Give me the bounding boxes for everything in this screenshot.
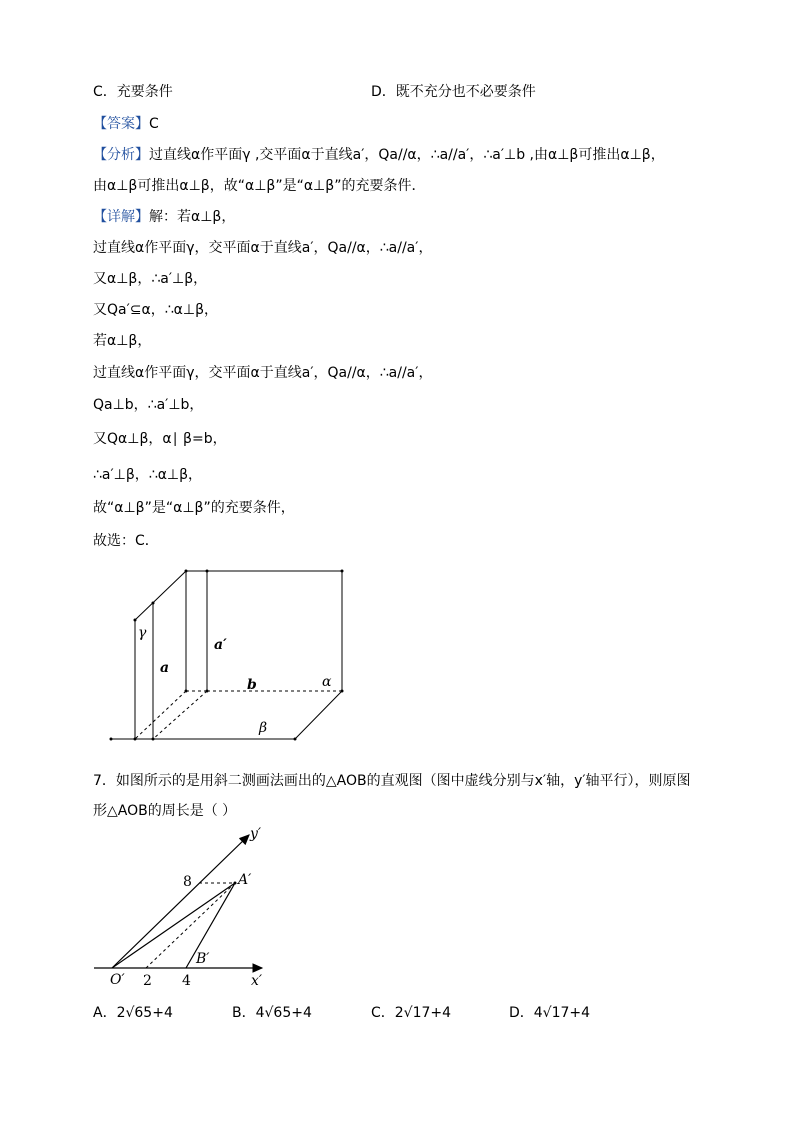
detail-line-4: 若α⊥β， [93,333,152,349]
option-c-prev: C．充要条件 [93,84,173,100]
detail-line-6: Qa⊥b，∴a′⊥b， [93,397,204,413]
question7-line-2: 形△AOB的周长是（ ） [93,803,237,819]
option-d-prev: D．既不充分也不必要条件 [371,84,536,100]
analysis-tag: 【分析】 [93,147,149,163]
detail-line-9: 故“α⊥β”是“α⊥β”的充要条件， [93,500,295,516]
detail-line-1: 过直线α作平面γ，交平面α于直线a′，Qa//α，∴a//a′， [93,240,433,256]
detail-tag: 【详解】 [93,209,149,225]
label-four: 4 [182,973,191,989]
label-b: b [247,677,257,693]
detail-line-10: 故选：C． [93,533,159,549]
answer-value: C [149,116,159,132]
question7-line-1: 7．如图所示的是用斜二测画法画出的△AOB的直观图（图中虚线分别与x′轴，y′轴平行），则原图 [93,773,691,789]
answer-tag: 【答案】 [93,116,149,132]
option-c: C．2√17+4 [371,1005,452,1021]
detail-line-5: 过直线α作平面γ，交平面α于直线a′，Qa//α，∴a//a′， [93,365,433,381]
label-eight: 8 [183,874,192,890]
detail-line-2: 又α⊥β，∴a′⊥β， [93,271,208,287]
detail-line-7: 又Qα⊥β，α∣ β=b， [93,431,227,447]
label-y-axis: y′ [250,826,262,842]
label-a: a [160,660,170,676]
option-a: A．2√65+4 [93,1005,173,1021]
detail-line-8: ∴a′⊥β，∴α⊥β， [93,467,203,483]
label-point-a: A′ [238,872,252,888]
detail-line-3: 又Qa′⊆α，∴α⊥β， [93,302,219,318]
label-beta: β [259,720,268,736]
label-a-prime: a′ [214,637,227,653]
label-alpha: α [322,674,332,690]
label-point-b: B′ [196,951,210,967]
analysis-line-2: 由α⊥β可推出α⊥β，故“α⊥β”是“α⊥β”的充要条件． [93,178,426,194]
label-x-axis: x′ [251,973,263,989]
label-gamma: γ [138,625,147,641]
label-origin: O′ [110,972,125,988]
detail-text-0: 解：若α⊥β， [149,209,236,225]
label-two: 2 [143,973,152,989]
analysis-text-1: 过直线α作平面γ ,交平面α于直线a′，Qa//α，∴a//a′，∴a′⊥b ,由α⊥β可推出α⊥β， [149,147,665,163]
option-b: B．4√65+4 [232,1005,312,1021]
option-d: D．4√17+4 [509,1005,591,1021]
